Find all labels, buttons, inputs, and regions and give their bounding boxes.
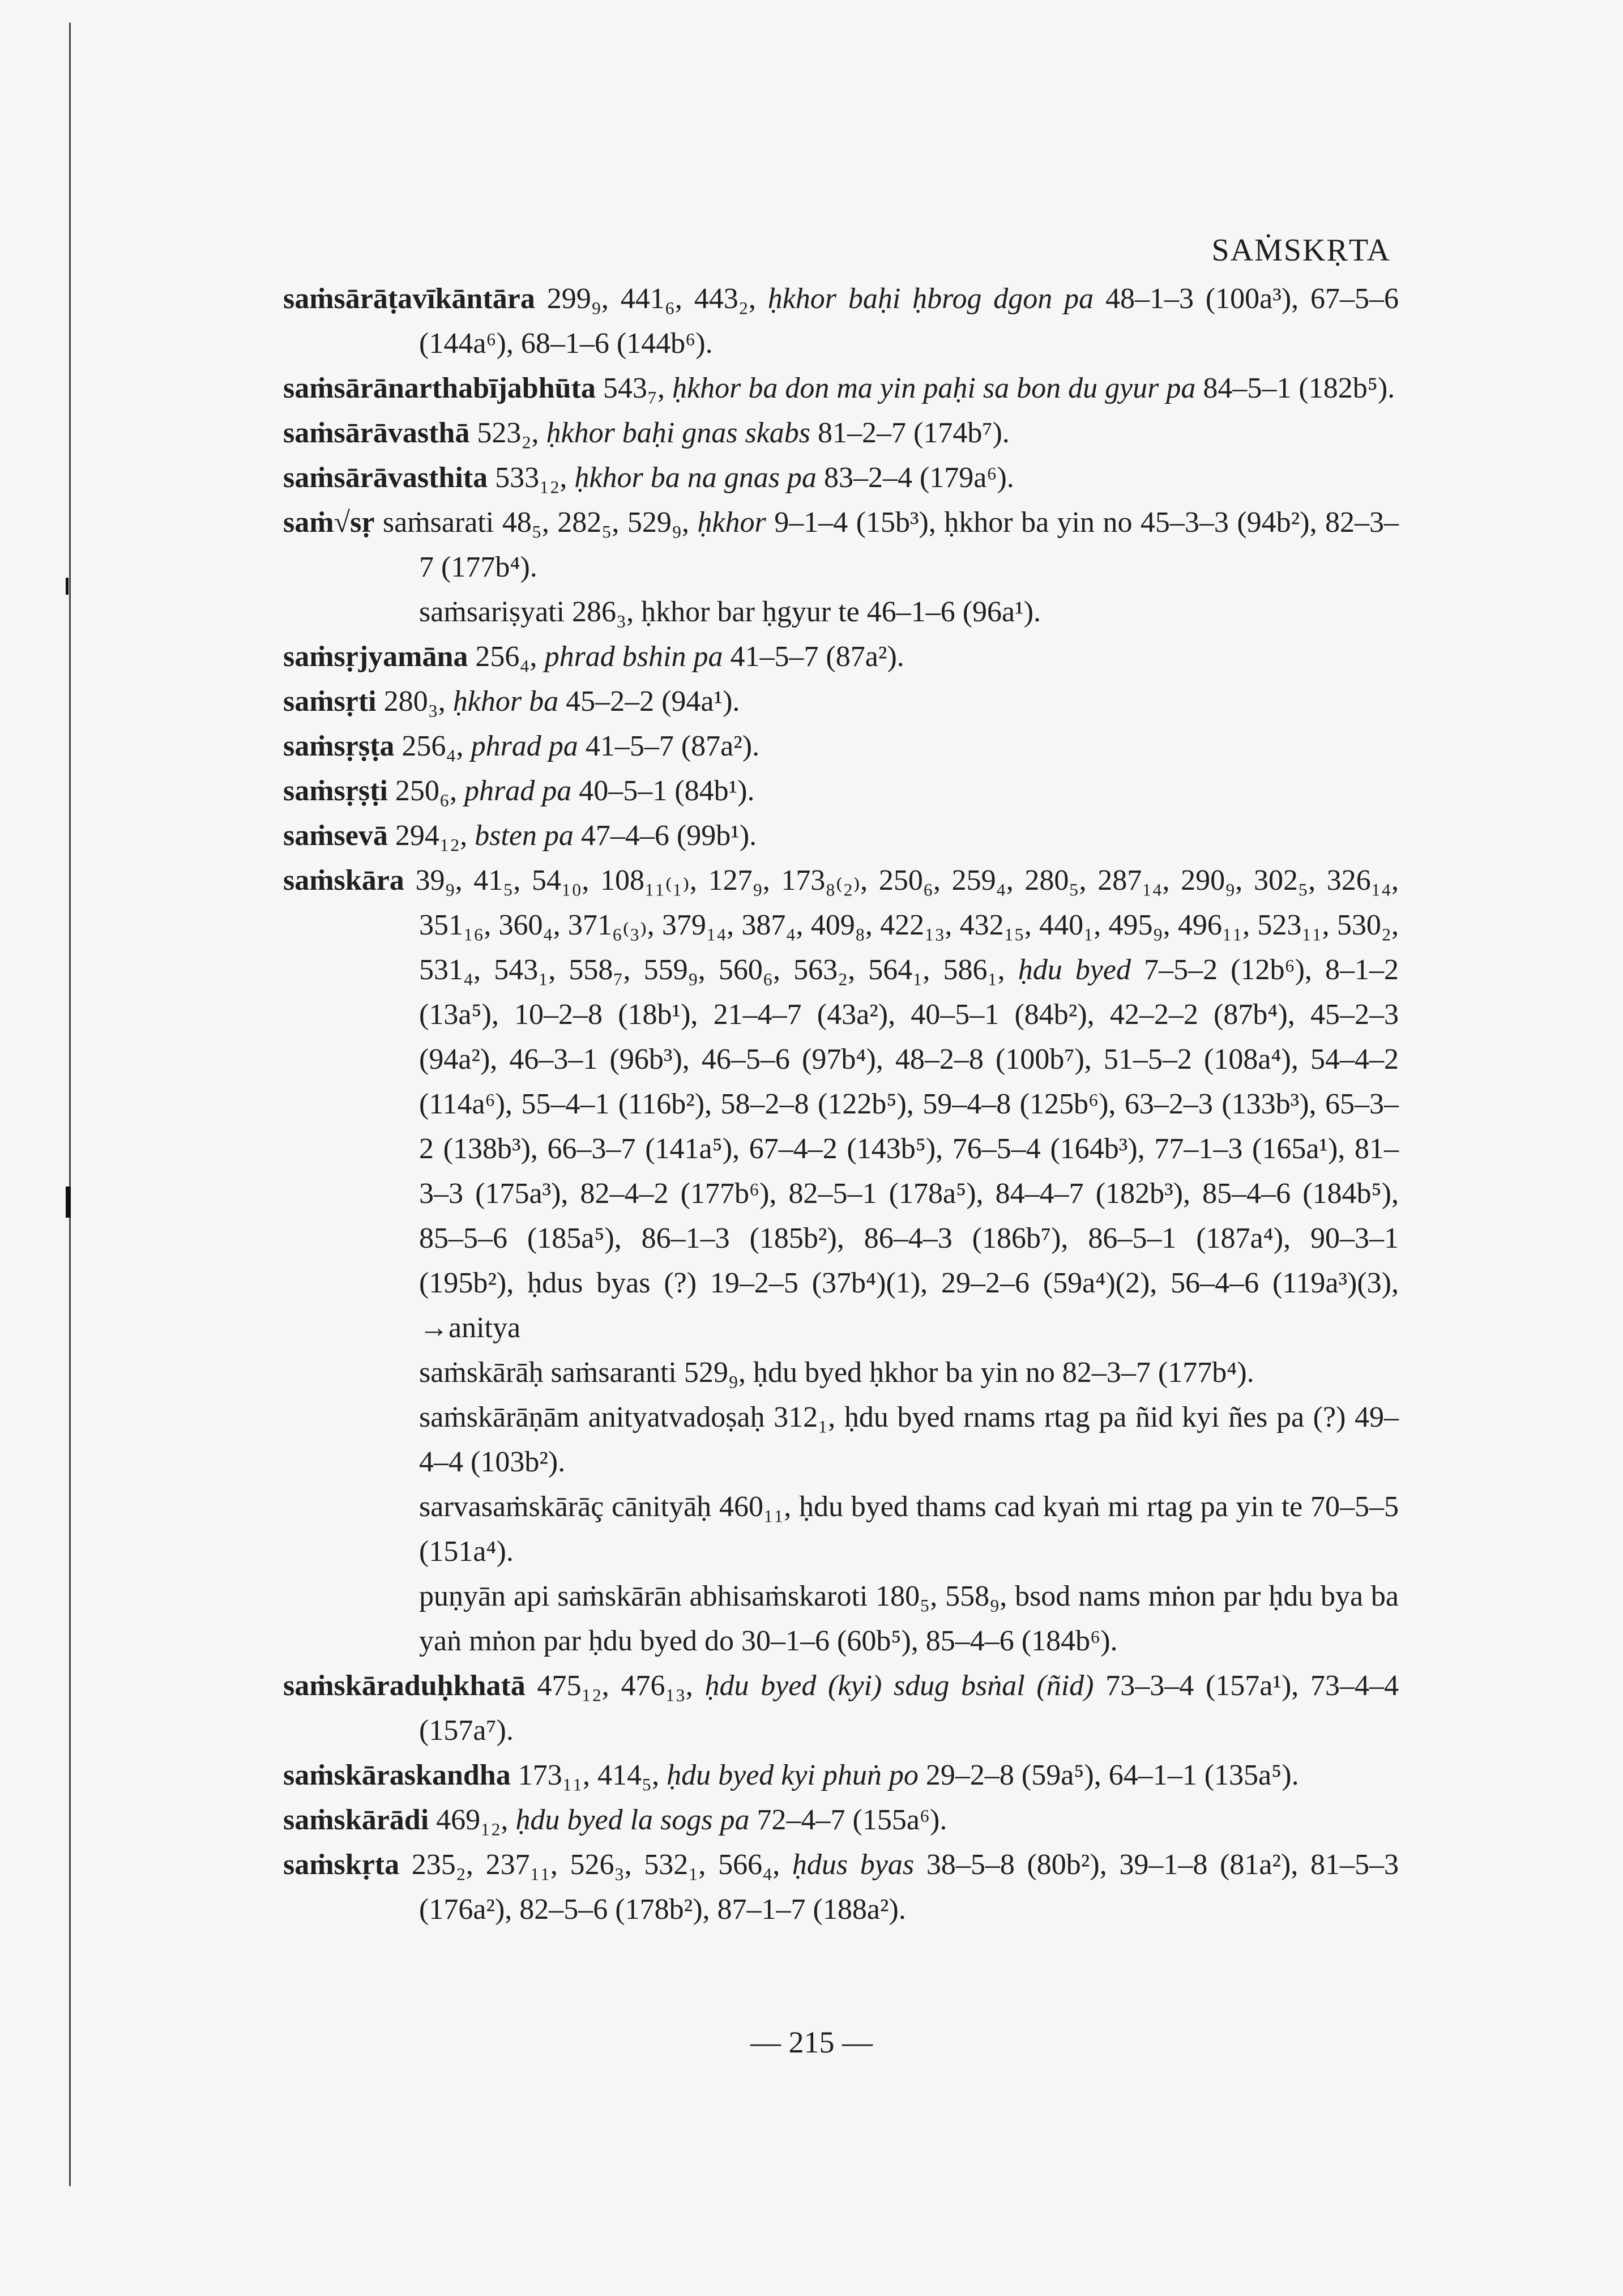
sub-entry: saṁskārāḥ saṁsaranti 529₉, ḥdu byed ḥkhor ba yin no 82–3–7 (177b⁴). [419,1356,1254,1389]
margin-mark [66,1187,71,1218]
sub-entry: saṁsariṣyati 286₃, ḥkhor bar ḥgyur te 46–1–6 (96a¹). [419,596,1041,628]
entry: saṁskāraduḥkhatā 475₁₂, 476₁₃, ḥdu byed (kyi) sdug bsṅal (ñid) 73–3–4 (157a¹), 73–4–4 (157a⁷). [283,1670,1399,1747]
entry: saṁsārāvasthā 523₂, ḥkhor baḥi gnas skabs 81–2–7 (174b⁷). [283,417,1010,449]
entry: saṁskṛta 235₂, 237₁₁, 526₃, 532₁, 566₄, ḥdus byas 38–5–8 (80b²), 39–1–8 (81a²), 81–5–3 (176a²), 82–5–6 (178b²), 87–1–7 (188a²). [283,1849,1399,1926]
sub-entry: sarvasaṁskārāç cānityāḥ 460₁₁, ḥdu byed thams cad kyaṅ mi rtag pa yin te 70–5–5 (151a⁴). [419,1491,1399,1568]
entry: saṁskāra 39₉, 41₅, 54₁₀, 108₁₁₍₁₎, 127₉, 173₈₍₂₎, 250₆, 259₄, 280₅, 287₁₄, 290₉, 302₅, 326₁₄, 351₁₆, 360₄, 371₆₍₃₎, 379₁₄, 387₄, 409₈, 422₁₃, 432₁₅, 440₁, 495₉, 496₁₁, 523₁₁, 530₂, 531₄, 543₁, 558₇, 559₉, 560₆, 563₂, 564₁, 586₁, ḥdu byed 7–5–2 (12b⁶), 8–1–2 (13a⁵), 10–2–8 (18b¹), 21–4–7 (43a²), 40–5–1 (84b²), 42–2–2 (87b⁴), 45–2–3 (94a²), 46–3–1 (96b³), 46–5–6 (97b⁴), 48–2–8 (100b⁷), 51–5–2 (108a⁴), 54–4–2 (114a⁶), 55–4–1 (116b²), 58–2–8 (122b⁵), 59–4–8 (125b⁶), 63–2–3 (133b³), 65–3–2 (138b³), 66–3–7 (141a⁵), 67–4–2 (143b⁵), 76–5–4 (164b³), 77–1–3 (165a¹), 81–3–3 (175a³), 82–4–2 (177b⁶), 82–5–1 (178a⁵), 84–4–7 (182b³), 85–4–6 (184b⁵), 85–5–6 (185a⁵), 86–1–3 (185b²), 86–4–3 (186b⁷), 86–5–1 (187a⁴), 90–3–1 (195b²), ḥdus byas (?) 19–2–5 (37b⁴)(1), 29–2–6 (59a⁴)(2), 56–4–6 (119a³)(3), →anitya [283,864,1399,1344]
entry: saṁ√sṛ saṁsarati 48₅, 282₅, 529₉, ḥkhor 9–1–4 (15b³), ḥkhor ba yin no 45–3–3 (94b²), 82–3–7 (177b⁴). [283,506,1399,583]
entry: saṁsārāvasthita 533₁₂, ḥkhor ba na gnas pa 83–2–4 (179a⁶). [283,462,1014,494]
page-number: — 215 — [750,2025,873,2059]
entry: saṁsārānarthabījabhūta 543₇, ḥkhor ba don ma yin paḥi sa bon du gyur pa 84–5–1 (182b⁵). [283,372,1395,404]
entry: saṁsṛṣṭa 256₄, phrad pa 41–5–7 (87a²). [283,730,760,762]
entry: saṁsṛti 280₃, ḥkhor ba 45–2–2 (94a¹). [283,685,740,718]
entry: saṁskārādi 469₁₂, ḥdu byed la sogs pa 72–4–7 (155a⁶). [283,1804,947,1836]
entry: saṁskāraskandha 173₁₁, 414₅, ḥdu byed kyi phuṅ po 29–2–8 (59a⁵), 64–1–1 (135a⁵). [283,1759,1299,1791]
entry: saṁsevā 294₁₂, bsten pa 47–4–6 (99b¹). [283,820,757,852]
running-header: SAṀSKṚTA [1211,233,1391,268]
sub-entry: saṁskārāṇām anityatvadoṣaḥ 312₁, ḥdu byed rnams rtag pa ñid kyi ñes pa (?) 49–4–4 (103b²). [419,1401,1399,1478]
entry: saṁsṛjyamāna 256₄, phrad bshin pa 41–5–7 (87a²). [283,641,904,673]
entry: saṁsṛṣṭi 250₆, phrad pa 40–5–1 (84b¹). [283,775,755,807]
entry: saṁsārāṭavīkāntāra 299₉, 441₆, 443₂, ḥkhor baḥi ḥbrog dgon pa 48–1–3 (100a³), 67–5–6 (144a⁶), 68–1–6 (144b⁶). [283,283,1399,360]
sub-entry: puṇyān api saṁskārān abhisaṁskaroti 180₅, 558₉, bsod nams mṅon par ḥdu bya ba yaṅ mṅon par ḥdu byed do 30–1–6 (60b⁵), 85–4–6 (184b⁶). [419,1580,1399,1657]
page-margin-line [69,23,71,2186]
margin-mark [66,578,69,595]
dictionary-entries [283,276,1399,1932]
